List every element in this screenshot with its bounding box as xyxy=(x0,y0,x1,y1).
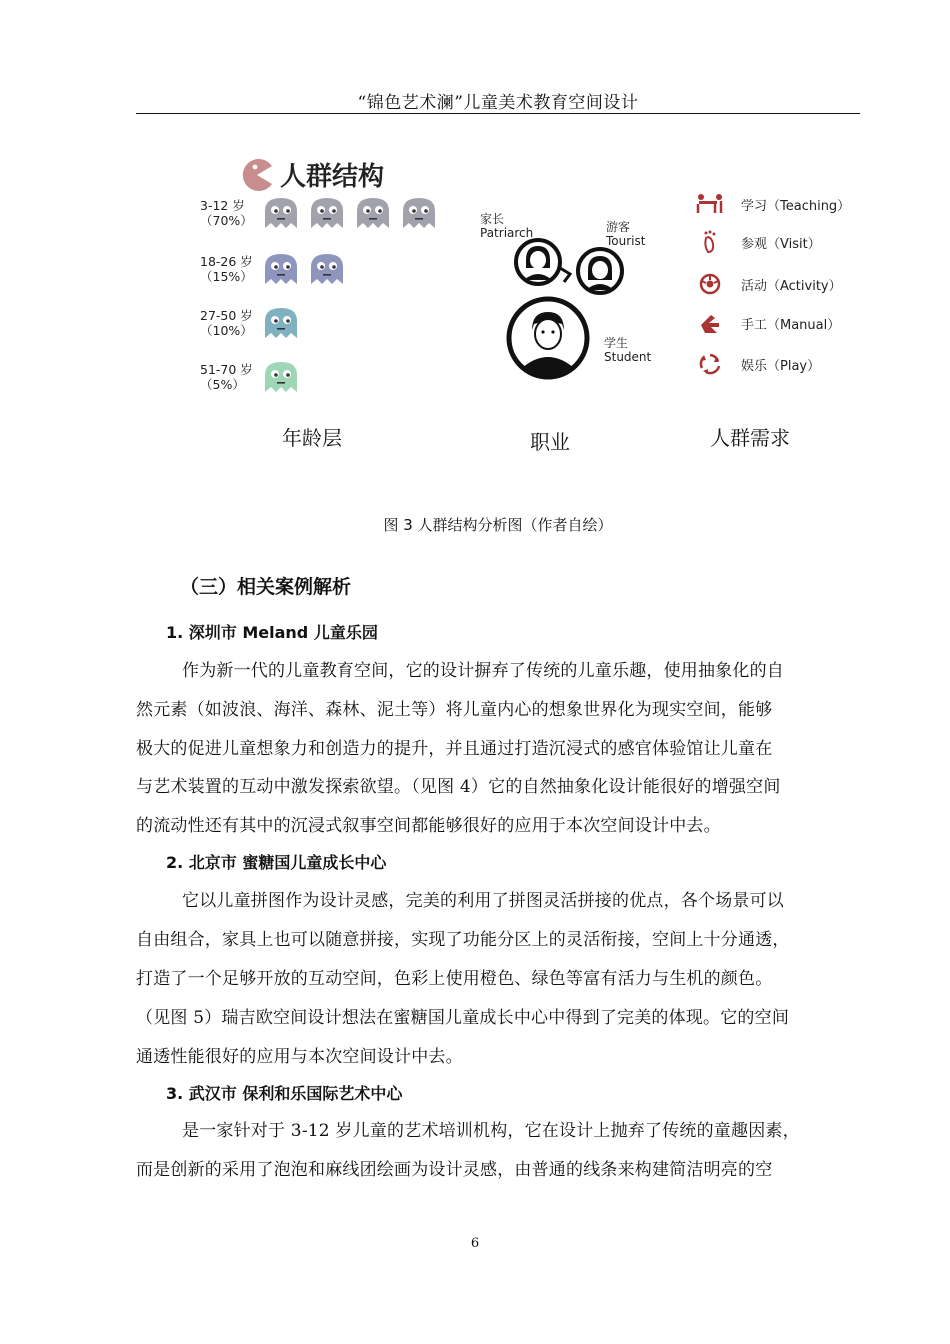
need-label: 参观（Visit） xyxy=(741,236,821,252)
crowd-structure-figure xyxy=(190,140,870,470)
ghost-icon xyxy=(262,306,300,340)
case-title: 3. 武汉市 保利和乐国际艺术中心 xyxy=(166,1084,403,1103)
need-row xyxy=(695,272,842,296)
ghost-icon xyxy=(262,196,300,230)
need-label: 娱乐（Play） xyxy=(741,358,821,374)
age-group-row xyxy=(200,252,354,286)
age-group-row xyxy=(200,306,308,340)
need-label: 手工（Manual） xyxy=(741,317,841,333)
paragraph-line: （见图 5）瑞吉欧空间设计想法在蜜糖国儿童成长中心中得到了完美的体现。它的空间 xyxy=(136,1008,790,1028)
age-label xyxy=(200,198,262,228)
tourist-avatar-icon xyxy=(574,246,626,296)
need-label: 学习（Teaching） xyxy=(741,198,851,214)
hand-icon xyxy=(695,311,725,335)
job-cn: 家长 xyxy=(480,212,505,226)
column-label-age: 年龄层 xyxy=(282,426,342,450)
need-label: 活动（Activity） xyxy=(741,278,842,294)
paragraph-line: 极大的促进儿童想象力和创造力的提升，并且通过打造沉浸式的感官体验馆让儿童在 xyxy=(136,739,773,759)
ball-icon xyxy=(695,272,725,296)
case-title: 2. 北京市 蜜糖国儿童成长中心 xyxy=(166,853,387,872)
need-row xyxy=(695,192,850,216)
need-row xyxy=(695,230,821,254)
paragraph-line: 自由组合，家具上也可以随意拼接，实现了功能分区上的灵活衔接，空间上十分通透， xyxy=(136,930,790,950)
age-percent: （70%） xyxy=(200,213,253,228)
pacman-icon xyxy=(240,158,274,192)
ghost-group xyxy=(262,360,308,394)
job-label-student xyxy=(604,336,651,364)
paragraph-line: 它以儿童拼图作为设计灵感，完美的利用了拼图灵活拼接的优点，各个场景可以 xyxy=(182,891,784,911)
paragraph-line: 而是创新的采用了泡泡和麻线团绘画为设计灵感，由普通的线条来构建简洁明亮的空 xyxy=(136,1160,773,1180)
figure-caption: 图 3 人群结构分析图（作者自绘） xyxy=(383,516,613,534)
paragraph-line: 然元素（如波浪、海洋、森林、泥土等）将儿童内心的想象世界化为现实空间，能够 xyxy=(136,700,773,720)
age-range: 27-50 岁 xyxy=(200,308,253,323)
job-cn: 游客 xyxy=(606,220,631,234)
age-percent: （5%） xyxy=(200,377,245,392)
section-title: （三）相关案例解析 xyxy=(180,576,352,598)
figure-title-text: 人群结构 xyxy=(280,162,385,192)
ghost-group xyxy=(262,252,354,286)
ghost-group xyxy=(262,196,446,230)
ghost-icon xyxy=(262,360,300,394)
age-group-row xyxy=(200,360,308,394)
figure-title xyxy=(240,156,384,193)
paragraph-line: 打造了一个足够开放的互动空间，色彩上使用橙色、绿色等富有活力与生机的颜色。 xyxy=(136,969,773,989)
age-label xyxy=(200,308,262,338)
footprint-icon xyxy=(695,230,725,254)
age-range: 18-26 岁 xyxy=(200,254,253,269)
paragraph-line: 与艺术装置的互动中激发探索欲望。（见图 4）它的自然抽象化设计能很好的增强空间 xyxy=(136,777,781,797)
column-label-needs: 人群需求 xyxy=(710,426,790,450)
ghost-icon xyxy=(262,252,300,286)
paragraph-line: 通透性能很好的应用与本次空间设计中去。 xyxy=(136,1047,463,1067)
age-range: 3-12 岁 xyxy=(200,198,245,213)
teaching-icon xyxy=(695,192,725,216)
need-row xyxy=(695,311,840,335)
ghost-icon xyxy=(354,196,392,230)
ghost-icon xyxy=(308,252,346,286)
paragraph-line: 是一家针对于 3-12 岁儿童的艺术培训机构，它在设计上抛弃了传统的童趣因素， xyxy=(182,1121,800,1141)
student-avatar-icon xyxy=(502,296,598,380)
header-divider xyxy=(136,113,860,114)
page-header: “锦色艺术澜”儿童美术教育空间设计 xyxy=(357,93,639,113)
job-en: Tourist xyxy=(606,234,646,248)
paragraph-line: 的流动性还有其中的沉浸式叙事空间都能够很好的应用于本次空间设计中去。 xyxy=(136,816,721,836)
ghost-icon xyxy=(308,196,346,230)
column-label-job: 职业 xyxy=(530,430,570,454)
job-cn: 学生 xyxy=(604,336,629,350)
age-label xyxy=(200,362,262,392)
paragraph-line: 作为新一代的儿童教育空间，它的设计摒弃了传统的儿童乐趣，使用抽象化的自 xyxy=(182,661,784,681)
job-en: Patriarch xyxy=(480,226,534,240)
case-title: 1. 深圳市 Meland 儿童乐园 xyxy=(166,623,378,642)
age-range: 51-70 岁 xyxy=(200,362,253,377)
page-number: 6 xyxy=(470,1236,480,1251)
age-percent: （10%） xyxy=(200,323,253,338)
job-label-tourist xyxy=(606,220,645,248)
age-label xyxy=(200,254,262,284)
age-group-row xyxy=(200,196,446,230)
ghost-icon xyxy=(400,196,438,230)
need-row xyxy=(695,352,820,376)
age-percent: （15%） xyxy=(200,269,253,284)
job-en: Student xyxy=(604,350,652,364)
ghost-group xyxy=(262,306,308,340)
recycle-icon xyxy=(695,352,725,376)
job-label-parent xyxy=(480,212,533,240)
